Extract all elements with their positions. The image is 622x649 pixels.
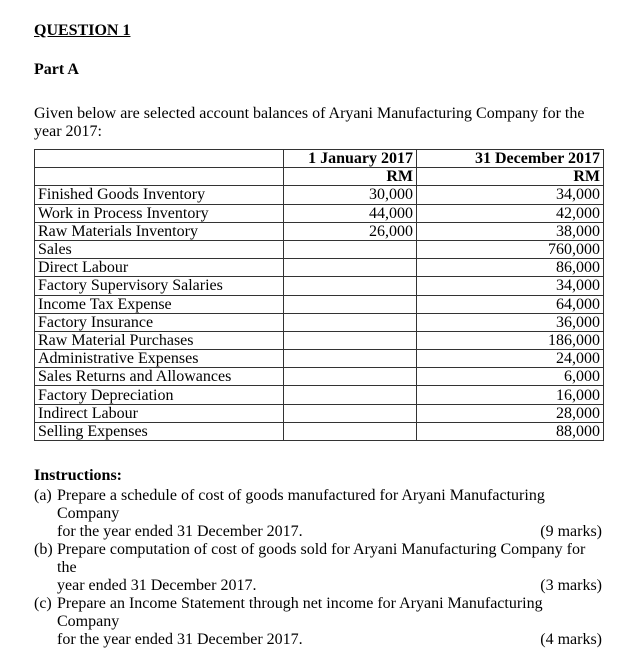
jan-value: RM <box>284 168 417 186</box>
row-label: Factory Supervisory Salaries <box>35 277 284 295</box>
dec-value: 34,000 <box>417 277 604 295</box>
table-row <box>35 259 604 277</box>
item-label: (b) <box>34 541 53 558</box>
row-label: Sales <box>35 240 284 258</box>
jan-value: 44,000 <box>284 204 417 222</box>
table-row <box>35 422 604 440</box>
row-label: Direct Labour <box>35 259 284 277</box>
item-line2: for the year ended 31 December 2017. <box>57 631 303 648</box>
instruction-item <box>34 487 604 541</box>
table-row <box>35 331 604 349</box>
item-marks: (4 marks) <box>540 631 602 648</box>
dec-value: RM <box>417 168 604 186</box>
dec-value: 36,000 <box>417 313 604 331</box>
row-label <box>35 150 284 168</box>
dec-value: 16,000 <box>417 386 604 404</box>
table-row <box>35 168 604 186</box>
row-label: Sales Returns and Allowances <box>35 368 284 386</box>
table-row <box>35 386 604 404</box>
jan-value <box>284 331 417 349</box>
table-row <box>35 350 604 368</box>
item-marks: (3 marks) <box>540 577 602 594</box>
dec-value: 760,000 <box>417 240 604 258</box>
dec-value: 64,000 <box>417 295 604 313</box>
table-row <box>35 150 604 168</box>
table-row <box>35 295 604 313</box>
item-line1: Prepare computation of cost of goods sold for Aryani Manufacturing Company for the <box>57 541 586 576</box>
row-label: Administrative Expenses <box>35 350 284 368</box>
row-label: Selling Expenses <box>35 422 284 440</box>
item-label: (c) <box>34 595 52 612</box>
jan-value <box>284 240 417 258</box>
jan-value <box>284 277 417 295</box>
item-line2: year ended 31 December 2017. <box>57 577 257 594</box>
row-label: Indirect Labour <box>35 404 284 422</box>
table-row <box>35 222 604 240</box>
instruction-item <box>34 541 604 595</box>
dec-value: 34,000 <box>417 186 604 204</box>
row-label: Raw Materials Inventory <box>35 222 284 240</box>
instructions-title: Instructions: <box>34 467 123 484</box>
jan-value <box>284 404 417 422</box>
jan-value <box>284 295 417 313</box>
row-label: Work in Process Inventory <box>35 204 284 222</box>
dec-value: 6,000 <box>417 368 604 386</box>
jan-value <box>284 368 417 386</box>
intro-text: Given below are selected account balances of Aryani Manufacturing Company for the year 2017: <box>34 105 585 140</box>
table-row <box>35 186 604 204</box>
dec-value: 86,000 <box>417 259 604 277</box>
table-row <box>35 368 604 386</box>
jan-value <box>284 259 417 277</box>
dec-value: 38,000 <box>417 222 604 240</box>
row-label <box>35 168 284 186</box>
dec-value: 88,000 <box>417 422 604 440</box>
jan-value: 26,000 <box>284 222 417 240</box>
dec-value: 42,000 <box>417 204 604 222</box>
item-marks: (9 marks) <box>540 523 602 540</box>
table-row <box>35 240 604 258</box>
jan-value <box>284 422 417 440</box>
item-line1: Prepare a schedule of cost of goods manufactured for Aryani Manufacturing Company <box>57 487 545 522</box>
item-label: (a) <box>34 487 52 504</box>
row-label: Finished Goods Inventory <box>35 186 284 204</box>
jan-value: 1 January 2017 <box>284 150 417 168</box>
table-row <box>35 277 604 295</box>
question-title: QUESTION 1 <box>34 22 131 39</box>
table-row <box>35 204 604 222</box>
table-row <box>35 404 604 422</box>
instruction-item <box>34 595 604 649</box>
row-label: Factory Insurance <box>35 313 284 331</box>
dec-value: 24,000 <box>417 350 604 368</box>
account-balances-table <box>34 149 604 441</box>
jan-value <box>284 350 417 368</box>
dec-value: 31 December 2017 <box>417 150 604 168</box>
dec-value: 186,000 <box>417 331 604 349</box>
row-label: Factory Depreciation <box>35 386 284 404</box>
item-line2: for the year ended 31 December 2017. <box>57 523 303 540</box>
item-line1: Prepare an Income Statement through net income for Aryani Manufacturing Company <box>57 595 543 630</box>
dec-value: 28,000 <box>417 404 604 422</box>
jan-value: 30,000 <box>284 186 417 204</box>
jan-value <box>284 313 417 331</box>
table-row <box>35 313 604 331</box>
row-label: Raw Material Purchases <box>35 331 284 349</box>
row-label: Income Tax Expense <box>35 295 284 313</box>
jan-value <box>284 386 417 404</box>
part-title: Part A <box>34 61 79 78</box>
